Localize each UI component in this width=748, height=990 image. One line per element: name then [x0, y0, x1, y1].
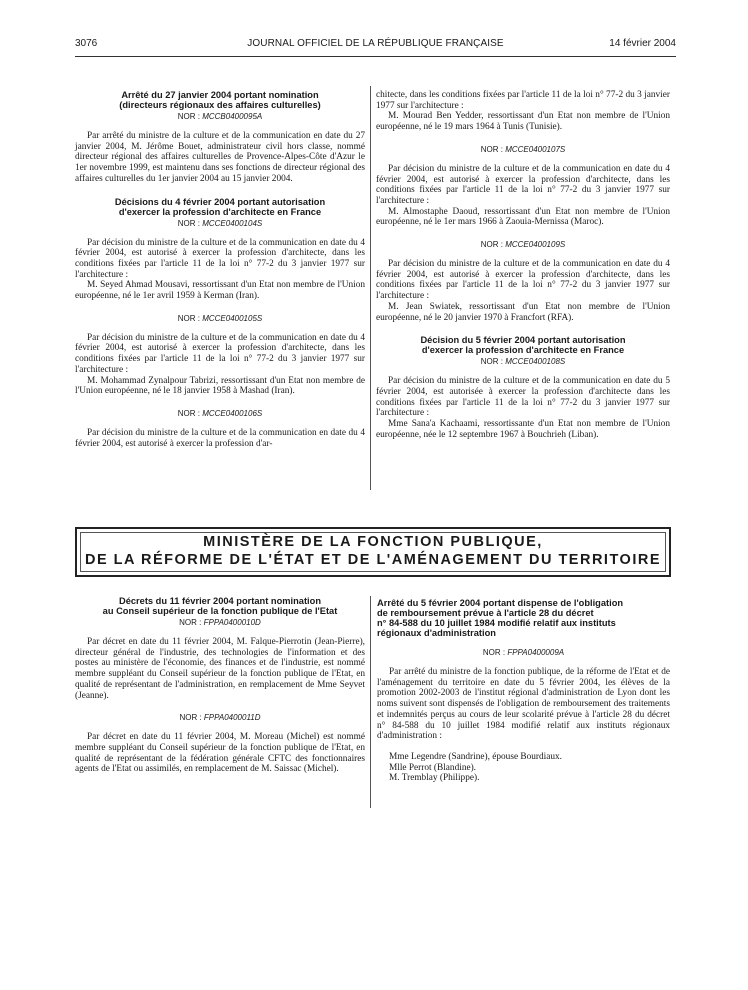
nor-reference: NOR : FPPA0400011D [179, 713, 261, 723]
body-paragraph: Par décision du ministre de la culture et de la communication en date du 4 février 2004, est autorisé à exercer la profession d'architecte, dans les conditions fixées par l'article 11 de la loi n° 77-2 du 3 janvier 1977 sur l'architecture : [376, 163, 670, 206]
page-number: 3076 [75, 38, 98, 49]
decision-block [376, 145, 670, 228]
body-paragraph: Par décision du ministre de la culture et de la communication en date du 4 février 2004, est autorisé à exercer la profession d'architecte, dans les conditions fixées par l'article 11 de la loi n° 77-2 du 3 janvier 1977 sur l'architecture : [75, 237, 365, 280]
nor-reference: NOR : MCCE0400105S [177, 313, 263, 323]
fonction-publique-right-column [377, 598, 670, 784]
nor-reference: NOR : FPPA0400010D [179, 618, 261, 627]
body-paragraph: Par décision du ministre de la culture et de la communication en date du 4 février 2004, est autorisé à exercer la profession d'ar- [75, 427, 365, 449]
culture-right-column [376, 90, 670, 440]
body-paragraph: Par décision du ministre de la culture et de la communication en date du 4 février 2004, est autorisé à exercer la profession d'architecte, dans les conditions fixées par l'article 11 de la loi n° 77-2 du 3 janvier 1977 sur l'architecture : [376, 259, 670, 302]
body-paragraph: Par arrêté du ministre de la fonction publique, de la réforme de l'Etat et de l'aménagement du territoire en date du 5 février 2004, les élèves de la promotion 2002-2003 de l'institut régional d'administration de Lyon dont les noms suivent sont dispensés de l'obligation de remboursement des traitements et indemnités perçus au cours de leur scolarité prévue à l'article 28 du décret n° 84-588 du 10 juillet 1984 modifié relatif aux instituts régionaux d'administration : [377, 667, 670, 742]
nor-reference: NOR : FPPA0400009A [482, 648, 565, 657]
header-rule [75, 56, 676, 57]
section-title: Décisions du 4 février 2004 portant autorisation [114, 196, 326, 207]
decision-autorisation-architecte [376, 335, 670, 440]
nor-reference: NOR : MCCE0400108S [480, 357, 566, 367]
decisions-autorisation-architecte [75, 197, 365, 302]
person-entry: M. Mohammad Zynalpour Tabrizi, ressortissant d'un Etat non membre de l'Union européenne, né le 18 janvier 1958 à Mashad (Iran). [75, 375, 365, 397]
decision-continuation [376, 90, 670, 133]
decrets-nomination-csfpe [75, 596, 365, 701]
body-paragraph: Par décision du ministre de la culture et de la communication en date du 5 février 2004, est autorisée à exercer la profession d'architecte dans les conditions fixées par l'article 11 de la loi n° 77-2 du 3 janvier 1977 sur l'architecture : [376, 376, 670, 419]
column-separator [370, 596, 371, 808]
page-header [75, 38, 676, 54]
decret-block [75, 713, 365, 775]
nor-reference: NOR : MCCB0400095A [177, 112, 263, 121]
decision-block [75, 314, 365, 397]
decision-block [75, 409, 365, 449]
section-title: (directeurs régionaux des affaires culturelles) [119, 100, 321, 110]
person-entry: M. Almostaphe Daoud, ressortissant d'un Etat non membre de l'Union européenne, né le 1er mars 1966 à Zaouia-Mernissa (Maroc). [376, 206, 670, 228]
name-entry: Mme Legendre (Sandrine), épouse Bourdiaux. [389, 751, 562, 762]
section-title: Arrêté du 5 février 2004 portant dispense de l'obligation [377, 598, 624, 608]
nor-reference: NOR : MCCE0400109S [480, 240, 566, 250]
person-entry: M. Mourad Ben Yedder, ressortissant d'un Etat non membre de l'Union européenne, né le 19 mars 1964 à Tunis (Tunisie). [376, 111, 670, 133]
section-title: régionaux d'administration [377, 628, 496, 638]
name-entry: M. Tremblay (Philippe). [389, 773, 480, 784]
section-title: d'exercer la profession d'architecte en France [118, 206, 322, 217]
section-title: n° 84-588 du 10 juillet 1984 modifié relatif aux instituts [377, 618, 616, 628]
ministry-title-line1: MINISTÈRE DE LA FONCTION PUBLIQUE, [203, 534, 543, 550]
nor-reference: NOR : MCCE0400106S [177, 408, 263, 418]
section-title: au Conseil supérieur de la fonction publique de l'Etat [102, 606, 338, 616]
body-paragraph: Par décision du ministre de la culture et de la communication en date du 4 février 2004, est autorisé à exercer la profession d'architecte, dans les conditions fixées par l'article 11 de la loi n° 77-2 du 3 janvier 1977 sur l'architecture : [75, 332, 365, 375]
culture-left-column [75, 90, 365, 449]
arrete-dispense-remboursement [377, 598, 670, 784]
nor-reference: NOR : MCCE0400107S [480, 144, 566, 154]
section-title: Décision du 5 février 2004 portant autorisation [420, 335, 626, 346]
name-entry: Mlle Perrot (Blandine). [389, 762, 477, 773]
section-title: Arrêté du 27 janvier 2004 portant nomination [121, 90, 319, 100]
person-entry: M. Jean Swiatek, ressortissant d'un Etat non membre de l'Union européenne, né le 20 janvier 1970 à Francfort (RFA). [376, 301, 670, 323]
arrete-nomination-drac [75, 90, 365, 185]
journal-title: JOURNAL OFFICIEL DE LA RÉPUBLIQUE FRANÇAISE [247, 38, 504, 49]
body-paragraph: Par arrêté du ministre de la culture et de la communication en date du 27 janvier 2004, M. Jérôme Bouet, administrateur civil hors classe, nommé directeur régional des affaires culturelles de Provence-Alpes-Côte d'Azur le 1er novembre 1999, est maintenu dans ses fonctions de directeur régional des affaires culturelles du 1er janvier 2004 au 15 janvier 2004. [75, 131, 365, 184]
section-title: d'exercer la profession d'architecte en France [421, 345, 625, 356]
nor-reference: NOR : MCCE0400104S [177, 218, 263, 228]
ministry-title-line2: DE LA RÉFORME DE L'ÉTAT ET DE L'AMÉNAGEMENT DU TERRITOIRE [84, 552, 661, 568]
body-paragraph: Par décret en date du 11 février 2004, M. Falque-Pierrotin (Jean-Pierre), directeur général de l'industrie, des technologies de l'information et des postes au ministère de l'économie, des finances et de l'industrie, est nommé membre suppléant du Conseil supérieur de la fonction publique de l'Etat, en qualité de représentant de l'administration, en remplacement de Mme Seyvet (Jeanne). [75, 637, 365, 701]
decision-block [376, 240, 670, 323]
section-title: de remboursement prévue à l'article 28 du décret [377, 608, 594, 618]
person-entry: M. Seyed Ahmad Mousavi, ressortissant d'un Etat non membre de l'Union européenne, né le 1er avril 1959 à Kerman (Iran). [75, 280, 365, 302]
ministry-banner [75, 527, 671, 577]
person-entry: Mme Sana'a Kachaami, ressortissante d'un Etat non membre de l'Union européenne, née le 12 septembre 1967 à Bouchrieh (Liban). [376, 419, 670, 440]
fonction-publique-left-column [75, 596, 365, 775]
body-paragraph: Par décret en date du 11 février 2004, M. Moreau (Michel) est nommé membre suppléant du Conseil supérieur de la fonction publique de l'Etat, en qualité de représentant de la fédération générale CFTC des fonctionnaires agents de l'Etat ou assimilés, en remplacement de M. Saissac (Michel). [75, 732, 365, 775]
publication-date: 14 février 2004 [609, 38, 676, 49]
column-separator [370, 86, 371, 490]
section-title: Décrets du 11 février 2004 portant nomination [118, 596, 321, 606]
body-paragraph: chitecte, dans les conditions fixées par l'article 11 de la loi n° 77-2 du 3 janvier 1977 sur l'architecture : [376, 90, 670, 111]
